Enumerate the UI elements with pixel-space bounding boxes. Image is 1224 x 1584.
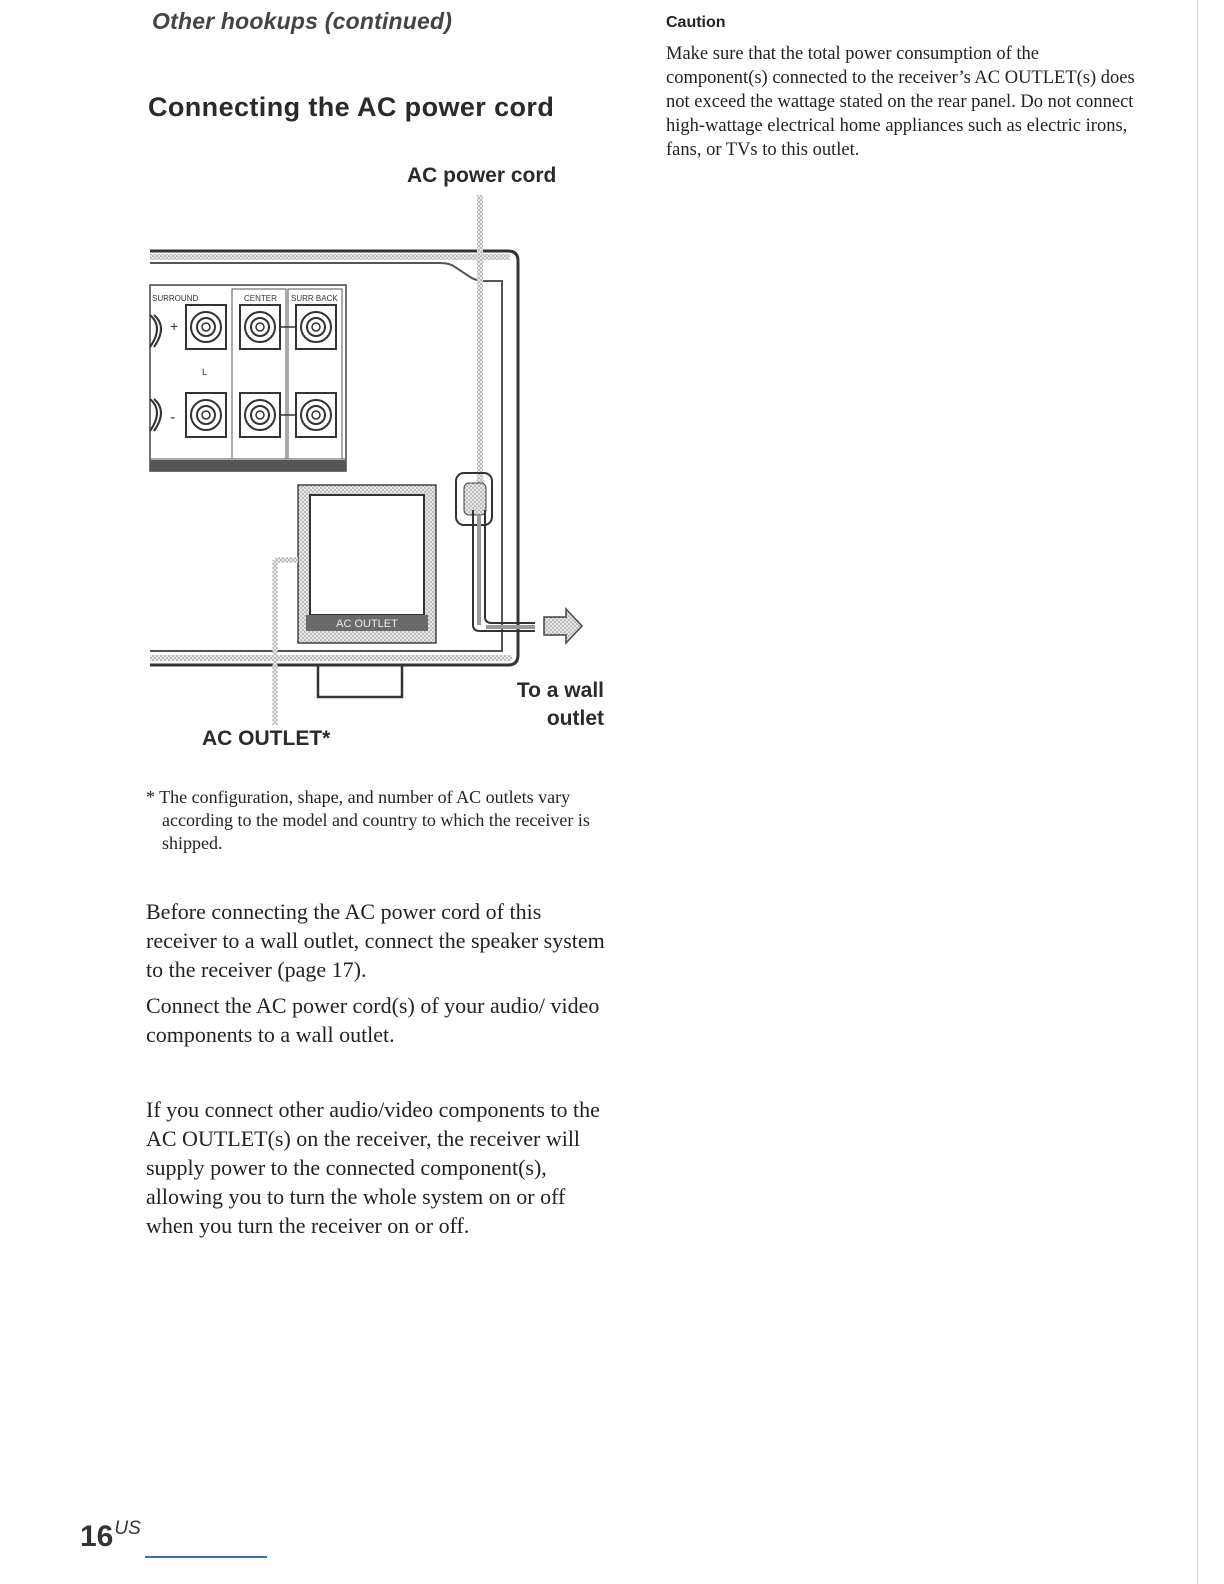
- label-to-wall-line2: outlet: [546, 707, 604, 730]
- panel-outlet-tag: AC OUTLET: [336, 618, 398, 630]
- label-to-wall-line1: To a wall: [516, 679, 604, 702]
- terminal-post: [150, 315, 161, 347]
- panel-label-minus: -: [170, 409, 176, 426]
- ac-outlet-socket: [298, 485, 436, 643]
- panel-label-center: CENTER: [244, 294, 277, 303]
- terminal-post: [150, 399, 161, 431]
- terminal-post: [296, 393, 336, 437]
- page-number-value: 16: [80, 1520, 114, 1553]
- body-paragraph-1: Before connecting the AC power cord of this receiver to a wall outlet, connect the speaker system to the receiver (page 17).: [146, 899, 605, 982]
- body-paragraph-2: Connect the AC power cord(s) of your audio/ video components to a wall outlet.: [146, 993, 600, 1047]
- panel-label-surround: SURROUND: [152, 294, 199, 303]
- label-ac-power-cord: AC power cord: [407, 164, 557, 187]
- panel-label-l: L: [202, 367, 208, 377]
- caution-text: Make sure that the total power consumption of the component(s) connected to the receiver’s AC OUTLET(s) does not exceed the wattage stated on the rear panel. Do not connect high-wattage electrical home appliances such as electric irons, fans, or TVs to this outlet.: [666, 44, 1135, 160]
- ac-outlet-leader-line: [275, 560, 298, 725]
- body-paragraph-3: If you connect other audio/video components to the AC OUTLET(s) on the receiver, the receiver will supply power to the connected component(s), allowing you to turn the whole system on or off when you turn the receiver on or off.: [146, 1097, 600, 1238]
- terminal-post: [240, 305, 280, 349]
- receiver-foot: [318, 665, 402, 697]
- page-edge-line: [1197, 0, 1198, 1584]
- caution-heading: Caution: [666, 14, 726, 31]
- terminal-post: [186, 305, 226, 349]
- section-title: Connecting the AC power cord: [148, 92, 555, 122]
- panel-label-plus: +: [170, 318, 179, 334]
- panel-label-surr-back: SURR BACK: [291, 294, 338, 303]
- footnote: * The configuration, shape, and number of AC outlets vary according to the model and country to which the receiver is shipped.: [146, 787, 590, 853]
- terminal-post: [186, 393, 226, 437]
- speaker-terminal-block: [150, 285, 346, 471]
- label-ac-outlet: AC OUTLET*: [202, 727, 331, 750]
- terminal-post: [296, 305, 336, 349]
- terminal-post: [240, 393, 280, 437]
- ac-power-cord: [456, 195, 535, 631]
- page-number-suffix: US: [114, 1518, 141, 1539]
- arrow-right-icon: [544, 609, 582, 643]
- page-rule: [145, 1556, 267, 1558]
- page-number: [80, 1518, 141, 1554]
- running-head: Other hookups (continued): [152, 8, 453, 34]
- ac-power-diagram: [140, 155, 620, 765]
